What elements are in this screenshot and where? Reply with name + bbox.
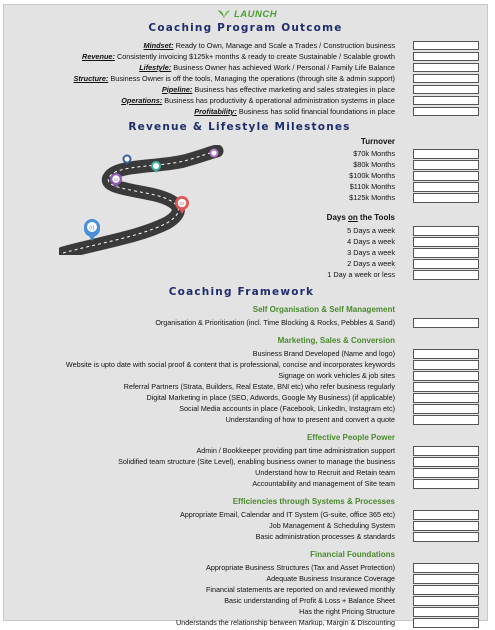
framework-item: Job Management & Scheduling System [269, 521, 395, 530]
outcome-label: Structure: [73, 74, 109, 83]
framework-checkbox[interactable] [413, 521, 479, 531]
milestone-pin-01 [84, 219, 100, 241]
framework-checkbox[interactable] [413, 607, 479, 617]
framework-checkbox[interactable] [413, 468, 479, 478]
turnover-input-box[interactable] [413, 149, 479, 159]
turnover-input-box[interactable] [413, 193, 479, 203]
framework-title: Coaching Framework [168, 286, 315, 298]
framework-group-heading: Efficiencies through Systems & Processes [232, 497, 395, 506]
outcome-text: Business has solid financial foundations in place [238, 107, 395, 116]
outcome-label: Pipeline: [161, 85, 193, 94]
outcome-row [194, 107, 395, 116]
days-heading [327, 213, 395, 222]
turnover-label: $100k Months [349, 171, 395, 180]
outcome-text: Business has productivity & operational administration systems in place [164, 96, 395, 105]
framework-checkbox[interactable] [413, 393, 479, 403]
roadmap-illustration [59, 145, 234, 255]
framework-checkbox[interactable] [413, 318, 479, 328]
framework-item: Signage on work vehicles & job sites [278, 371, 395, 380]
framework-item: Adequate Business Insurance Coverage [266, 574, 395, 583]
framework-checkbox[interactable] [413, 371, 479, 381]
svg-text:03: 03 [113, 176, 119, 182]
days-input-box[interactable] [413, 226, 479, 236]
svg-text:02: 02 [179, 201, 185, 206]
framework-item: Accountability and management of Site team [252, 479, 395, 488]
framework-item: Understanding of how to present and convert a quote [225, 415, 395, 424]
outcome-label: Lifestyle: [139, 63, 172, 72]
outcome-label: Revenue: [82, 52, 115, 61]
framework-checkbox[interactable] [413, 532, 479, 542]
outcome-row [162, 85, 395, 94]
days-heading-on: on [348, 213, 358, 222]
coaching-sheet [3, 4, 488, 627]
framework-item: Appropriate Business Structures (Tax and Asset Protection) [206, 563, 395, 572]
outcome-text: Consistently invoicing $125k+ months & ready to create Sustainable / Scalable growth [116, 52, 395, 61]
framework-item: Digital Marketing in place (SEO, Adwords, Google My Business) (if applicable) [146, 393, 395, 402]
framework-checkbox[interactable] [413, 510, 479, 520]
framework-item: Has the right Pricing Structure [299, 607, 395, 616]
framework-checkbox[interactable] [413, 596, 479, 606]
days-input-box[interactable] [413, 248, 479, 258]
framework-group-heading: Effective People Power [306, 433, 395, 442]
framework-checkbox[interactable] [413, 563, 479, 573]
framework-checkbox[interactable] [413, 404, 479, 414]
days-heading-post: the Tools [357, 213, 395, 222]
turnover-input-box[interactable] [413, 171, 479, 181]
svg-text:01: 01 [89, 225, 95, 232]
turnover-label: $125k Months [349, 193, 395, 202]
framework-item: Understands the relationship between Markup, Margin & Discounting [176, 618, 395, 627]
turnover-input-box[interactable] [413, 182, 479, 192]
launch-logo [217, 8, 277, 21]
framework-item: Admin / Bookkeeper providing part time administration support [196, 446, 395, 455]
outcome-text: Business has effective marketing and sales strategies in place [194, 85, 395, 94]
framework-item: Financial statements are reported on and reviewed monthly [206, 585, 395, 594]
framework-checkbox[interactable] [413, 479, 479, 489]
outcome-input-box[interactable] [413, 41, 479, 50]
framework-item: Organisation & Prioritisation (incl. Time Blocking & Rocks, Pebbles & Sand) [155, 318, 395, 327]
outcome-input-box[interactable] [413, 85, 479, 94]
framework-group-heading: Marketing, Sales & Conversion [277, 336, 395, 345]
leaf-icon [217, 9, 231, 21]
framework-item: Business Brand Developed (Name and logo) [252, 349, 395, 358]
framework-item: Solidified team structure (Site Level), enabling business owner to manage the business [118, 457, 395, 466]
outcome-text: Business Owner has achieved Work / Personal / Family Life Balance [173, 63, 395, 72]
outcome-row [121, 96, 395, 105]
days-label: 1 Day a week or less [327, 270, 395, 279]
outcome-row [82, 52, 395, 61]
turnover-label: $110k Months [349, 182, 395, 191]
outcome-row [139, 63, 395, 72]
outcome-input-box[interactable] [413, 74, 479, 83]
framework-checkbox[interactable] [413, 618, 479, 628]
framework-checkbox[interactable] [413, 457, 479, 467]
logo-text: LAUNCH [234, 9, 278, 20]
framework-checkbox[interactable] [413, 360, 479, 370]
days-input-box[interactable] [413, 259, 479, 269]
framework-checkbox[interactable] [413, 574, 479, 584]
framework-checkbox[interactable] [413, 382, 479, 392]
days-label: 5 Days a week [347, 226, 395, 235]
outcome-title: Coaching Program Outcome [148, 22, 343, 34]
framework-checkbox[interactable] [413, 349, 479, 359]
framework-item: Basic administration processes & standards [255, 532, 395, 541]
outcome-label: Mindset: [143, 41, 174, 50]
framework-checkbox[interactable] [413, 415, 479, 425]
outcome-input-box[interactable] [413, 52, 479, 61]
framework-item: Basic understanding of Profit & Loss + Balance Sheet [224, 596, 395, 605]
outcome-input-box[interactable] [413, 96, 479, 105]
outcome-input-box[interactable] [413, 63, 479, 72]
outcome-text: Ready to Own, Manage and Scale a Trades / Construction business [175, 41, 395, 50]
milestones-title: Revenue & Lifestyle Milestones [128, 121, 351, 133]
framework-item: Appropriate Email, Calendar and IT System (G-suite, office 365 etc) [179, 510, 395, 519]
framework-checkbox[interactable] [413, 585, 479, 595]
framework-item: Website is upto date with social proof & content that is professional, concise and incorporates keywords [65, 360, 395, 369]
days-label: 3 Days a week [347, 248, 395, 257]
outcome-input-box[interactable] [413, 107, 479, 116]
outcome-text: Business Owner is off the tools, Managing the operations (through site & admin support) [110, 74, 395, 83]
outcome-label: Operations: [121, 96, 163, 105]
turnover-label: $80k Months [353, 160, 395, 169]
turnover-label: $70k Months [353, 149, 395, 158]
framework-group-heading: Self Organisation & Self Management [252, 305, 395, 314]
framework-item: Understand how to Recruit and Retain team [255, 468, 395, 477]
framework-item: Referral Partners (Strata, Builders, Real Estate, BNI etc) who refer business regularly [123, 382, 395, 391]
days-label: 2 Days a week [347, 259, 395, 268]
days-label: 4 Days a week [347, 237, 395, 246]
days-heading-pre: Days [326, 213, 349, 222]
days-input-box[interactable] [413, 270, 479, 280]
framework-checkbox[interactable] [413, 446, 479, 456]
framework-group-heading: Financial Foundations [310, 550, 395, 559]
turnover-input-box[interactable] [413, 160, 479, 170]
outcome-row [73, 74, 395, 83]
framework-item: Social Media accounts in place (Facebook, LinkedIn, Instagram etc) [179, 404, 395, 413]
milestone-pin-06 [210, 149, 219, 158]
outcome-label: Profitability: [194, 107, 237, 116]
turnover-heading: Turnover [360, 137, 395, 146]
outcome-row [144, 41, 395, 50]
days-input-box[interactable] [413, 237, 479, 247]
